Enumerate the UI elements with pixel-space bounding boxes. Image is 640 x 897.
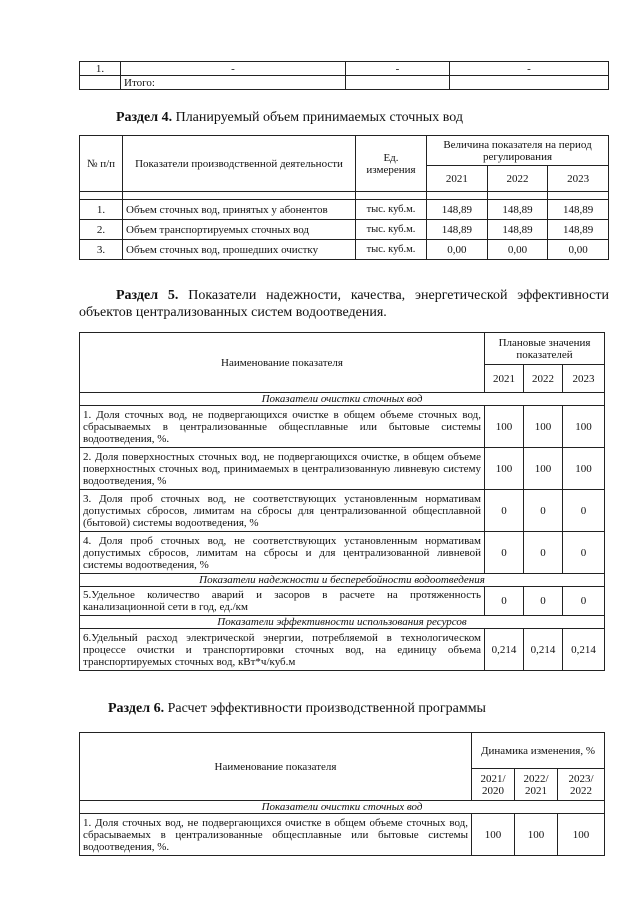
- row-value: 148,89: [487, 220, 548, 240]
- row-value: 0,214: [485, 629, 524, 671]
- header-unit: Ед. измерения: [356, 136, 427, 192]
- table-row: [80, 448, 605, 490]
- row-value: 100: [472, 814, 515, 856]
- period-header: 2021/ 2020: [472, 769, 515, 801]
- row-value: 0: [485, 490, 524, 532]
- row-unit: тыс. куб.м.: [356, 240, 427, 260]
- row-value: 100: [485, 448, 524, 490]
- row-value: 100: [485, 406, 524, 448]
- row-name: 2. Доля поверхностных сточных вод, не подвергающихся очистке, в общем объеме поверхностных сточных вод, принимаемых в централизованную ливневую систему водоотведения, %: [80, 448, 485, 490]
- row-value: 100: [515, 814, 558, 856]
- header-value-period: Величина показателя на период регулирования: [427, 136, 609, 166]
- empty-cell: [80, 76, 121, 90]
- row-number: 2.: [80, 220, 123, 240]
- row-value: 148,89: [548, 220, 609, 240]
- year-header: 2022: [487, 166, 548, 192]
- row-value: 148,89: [548, 200, 609, 220]
- row-value: 0,00: [487, 240, 548, 260]
- section5-table: [79, 332, 605, 671]
- row-value: 0,00: [548, 240, 609, 260]
- group-header: Показатели надежности и бесперебойности водоотведения: [80, 574, 605, 587]
- row-name: 4. Доля проб сточных вод, не соответствующих установленным нормативам допустимых сбросов, лимитам на сбросы и для централизованной ливневой системы водоотведения, %: [80, 532, 485, 574]
- table-row: [80, 240, 609, 260]
- header-indicator: Наименование показателя: [80, 733, 472, 801]
- section6-title-bold: Раздел 6.: [108, 701, 165, 716]
- row-value: 100: [524, 406, 563, 448]
- dash-cell: -: [121, 62, 346, 76]
- dash-cell: -: [450, 62, 609, 76]
- row-value: 0,214: [524, 629, 563, 671]
- group-header: Показатели эффективности использования ресурсов: [80, 616, 605, 629]
- row-name: Объем сточных вод, принятых у абонентов: [123, 200, 356, 220]
- section5-title-bold: Раздел 5.: [116, 288, 179, 303]
- table-row: [80, 629, 605, 671]
- section5-title-text: Показатели надежности, качества, энергетической эффективности объектов централизованных систем водоотведения.: [79, 288, 610, 320]
- row-name: 5.Удельное количество аварий и засоров в расчете на протяженность канализационной сети в год, ед./км: [80, 587, 485, 616]
- row-value: 0: [563, 532, 605, 574]
- spacer-cell: [548, 192, 609, 200]
- header-indicator: Показатели производственной деятельности: [123, 136, 356, 192]
- row-name: Объем сточных вод, прошедших очистку: [123, 240, 356, 260]
- year-header: 2023: [563, 365, 605, 393]
- row-name: 1. Доля сточных вод, не подвергающихся очистке в общем объеме сточных вод, сбрасываемых в централизованные общесплавные или бытовые системы водоотведения, %.: [80, 814, 472, 856]
- row-number: 1.: [80, 200, 123, 220]
- section6-title-text: Расчет эффективности производственной программы: [164, 701, 486, 716]
- top-table: [79, 61, 609, 90]
- spacer-cell: [80, 192, 123, 200]
- section4-title-bold: Раздел 4.: [116, 110, 173, 125]
- year-header: 2023: [548, 166, 609, 192]
- row-number: 3.: [80, 240, 123, 260]
- row-value: 0,214: [563, 629, 605, 671]
- table-row: [80, 200, 609, 220]
- total-label: Итого:: [121, 76, 346, 90]
- header-plan-values: Плановые значения показателей: [485, 333, 605, 365]
- spacer-cell: [356, 192, 427, 200]
- row-value: 0: [485, 532, 524, 574]
- row-value: 0: [524, 490, 563, 532]
- section6-title: [108, 700, 486, 717]
- row-value: 100: [563, 448, 605, 490]
- year-header: 2021: [485, 365, 524, 393]
- table-row: [80, 814, 605, 856]
- row-value: 148,89: [427, 220, 488, 240]
- row-number: 1.: [80, 62, 121, 76]
- table-row: [80, 220, 609, 240]
- spacer-cell: [427, 192, 488, 200]
- row-name: 3. Доля проб сточных вод, не соответствующих установленным нормативам допустимых сбросов, лимитам на сбросы для централизованной общесплавной (бытовой) системы водоотведения, %: [80, 490, 485, 532]
- section4-title: [116, 109, 463, 126]
- row-value: 100: [524, 448, 563, 490]
- row-value: 0: [563, 490, 605, 532]
- header-indicator: Наименование показателя: [80, 333, 485, 393]
- year-header: 2022: [524, 365, 563, 393]
- row-value: 100: [558, 814, 605, 856]
- empty-cell: [346, 76, 450, 90]
- table-row: [80, 587, 605, 616]
- empty-cell: [450, 76, 609, 90]
- group-header: Показатели очистки сточных вод: [80, 393, 605, 406]
- section4-table: [79, 135, 609, 260]
- table-row: [80, 532, 605, 574]
- row-value: 0: [485, 587, 524, 616]
- row-value: 148,89: [427, 200, 488, 220]
- row-value: 0: [524, 587, 563, 616]
- period-header: 2022/ 2021: [515, 769, 558, 801]
- row-value: 148,89: [487, 200, 548, 220]
- header-dynamics: Динамика изменения, %: [472, 733, 605, 769]
- section5-title: [79, 287, 609, 321]
- dash-cell: -: [346, 62, 450, 76]
- row-name: 6.Удельный расход электрической энергии, потребляемой в технологическом процессе очистки и транспортировки сточных вод, на единицу объема транспортируемых сточных вод, кВт*ч/куб.м: [80, 629, 485, 671]
- row-value: 0: [563, 587, 605, 616]
- row-unit: тыс. куб.м.: [356, 220, 427, 240]
- header-number: № п/п: [80, 136, 123, 192]
- table-row: [80, 490, 605, 532]
- row-value: 0: [524, 532, 563, 574]
- row-name: 1. Доля сточных вод, не подвергающихся очистке в общем объеме сточных вод, сбрасываемых в централизованные общесплавные или бытовые системы водоотведения, %.: [80, 406, 485, 448]
- table-row: [80, 406, 605, 448]
- group-header: Показатели очистки сточных вод: [80, 801, 605, 814]
- spacer-cell: [123, 192, 356, 200]
- row-unit: тыс. куб.м.: [356, 200, 427, 220]
- period-header: 2023/ 2022: [558, 769, 605, 801]
- row-value: 0,00: [427, 240, 488, 260]
- section4-title-text: Планируемый объем принимаемых сточных вод: [172, 110, 463, 125]
- row-name: Объем транспортируемых сточных вод: [123, 220, 356, 240]
- spacer-cell: [487, 192, 548, 200]
- row-value: 100: [563, 406, 605, 448]
- year-header: 2021: [427, 166, 488, 192]
- section6-table: [79, 732, 605, 856]
